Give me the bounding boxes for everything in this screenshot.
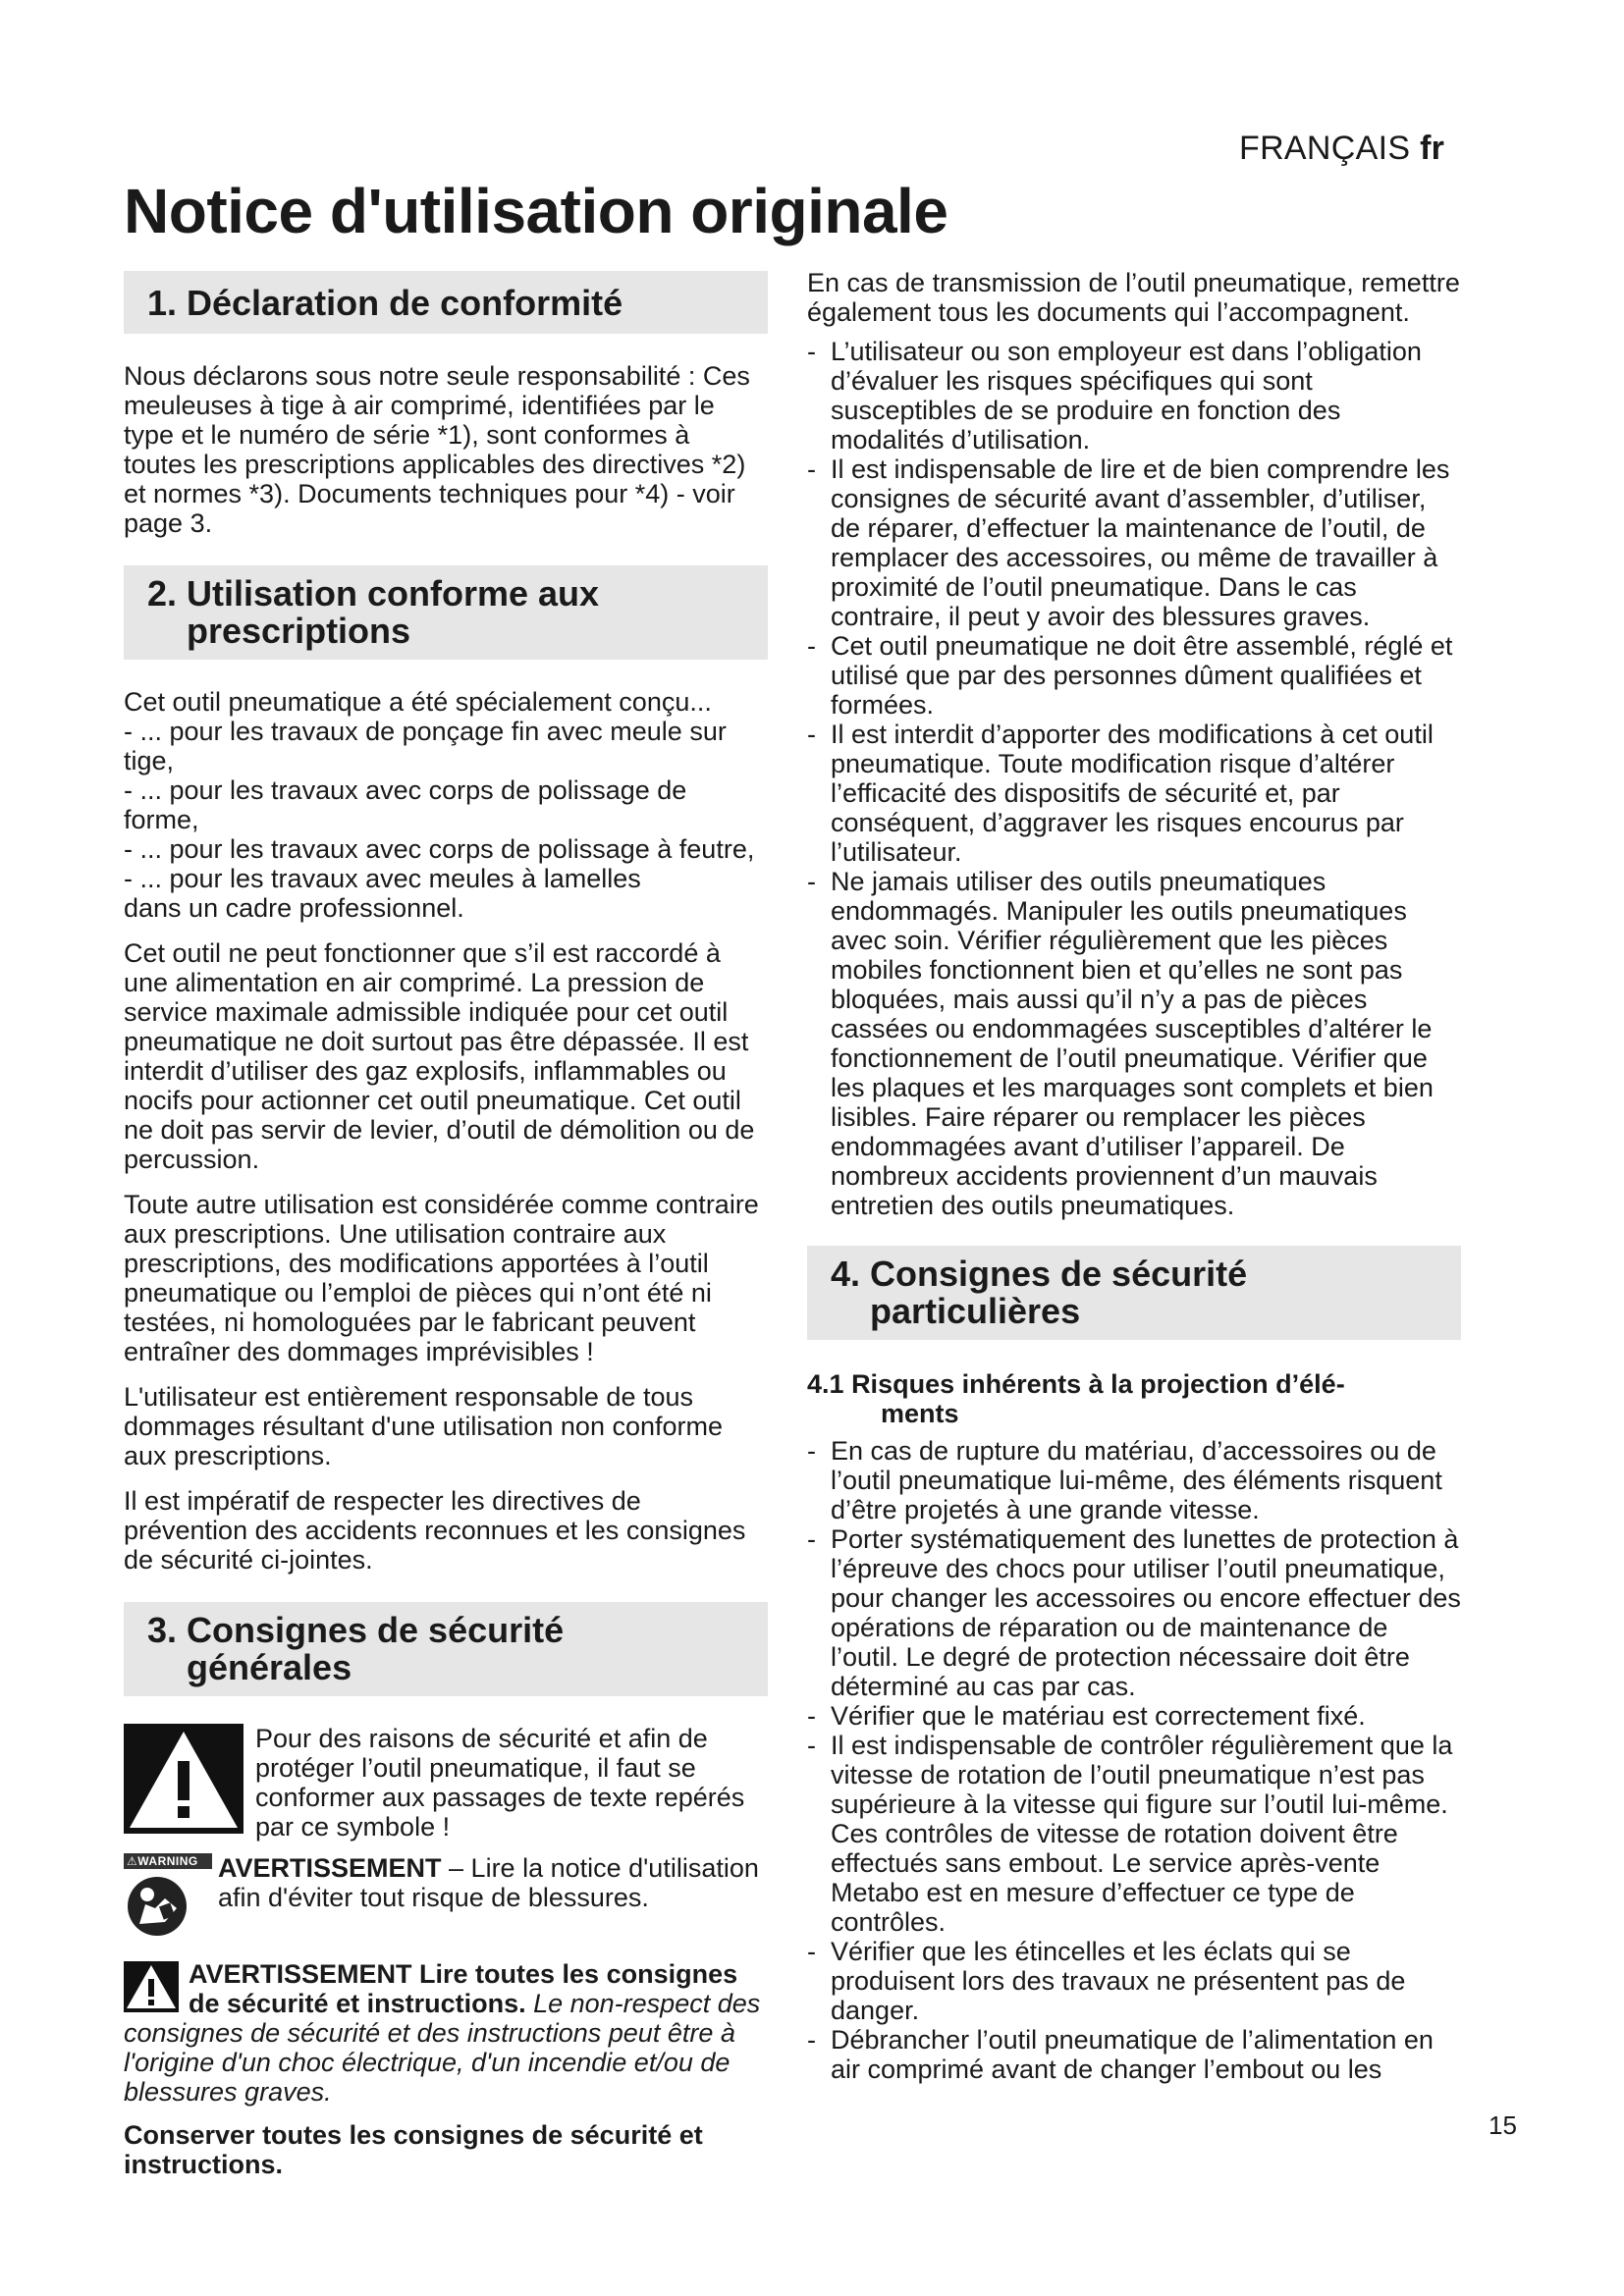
subsection-4-1-title-line1: Risques inhérents à la projection d’élé-	[851, 1369, 1345, 1399]
section-2-title-line1: Utilisation conforme aux	[187, 573, 600, 614]
section-3-title-line1: Consignes de sécurité	[187, 1610, 565, 1650]
safety-symbol-note	[124, 1724, 768, 1842]
language-label	[1239, 130, 1444, 168]
language-name: FRANÇAIS	[1239, 130, 1411, 167]
list-item: - Porter systématiquement des lunettes de protection à l’épreuve des chocs pour utiliser l’outil pneumatique, pour changer les accessoires ou encore effectuer des opérations de réparation ou de maintenance de l’outil. Le degré de protection nécessaire doit être déterminé au cas par cas.	[807, 1524, 1461, 1701]
warning-triangle-icon	[124, 1724, 244, 1834]
section-3-heading	[124, 1602, 768, 1696]
warning-label: AVERTISSEMENT	[218, 1853, 442, 1883]
subsection-4-1-heading	[807, 1369, 1461, 1428]
read-manual-warning	[124, 1853, 768, 1944]
section-2-title-line2: prescriptions	[187, 611, 411, 651]
general-safety-list	[807, 337, 1461, 1220]
general-warning	[124, 1959, 768, 2107]
left-column	[124, 271, 768, 2195]
page-title: Notice d'utilisation originale	[124, 176, 948, 246]
right-intro: En cas de transmission de l’outil pneumatique, remettre également tous les documents qui l’accompagnent.	[807, 268, 1460, 327]
warning-badge: ⚠WARNING	[124, 1853, 212, 1869]
section-2-heading	[124, 565, 768, 660]
subsection-4-1-title-line2: ments	[881, 1399, 959, 1428]
section-2-paragraph-5: Il est impératif de respecter les directives de prévention des accidents reconnues et les consignes de sécurité ci-jointes.	[124, 1486, 746, 1575]
section-4-number: 4.	[831, 1254, 861, 1294]
section-2-paragraph-2: Cet outil ne peut fonctionner que s’il est raccordé à une alimentation en air comprimé. La pression de service maximale admissible indiquée pour cet outil pneumatique ne doit surtout pas être dépassée. Il est interdit d’utiliser des gaz explosifs, inflammables ou nocifs pour actionner cet outil pneumatique. Cet outil ne doit pas servir de levier, d’outil de démolition ou de percussion.	[124, 938, 755, 1174]
keep-instructions: Conserver toutes les consignes de sécurité et instructions.	[124, 2120, 703, 2179]
section-4-title-line1: Consignes de sécurité	[870, 1254, 1248, 1294]
warning-triangle-small-icon	[124, 1961, 179, 2012]
list-item: - Débrancher l’outil pneumatique de l’alimentation en air comprimé avant de changer l’embout ou les	[807, 2025, 1434, 2084]
section-2-intro: Cet outil pneumatique a été spécialement conçu...	[124, 687, 712, 717]
list-item: - Ne jamais utiliser des outils pneumatiques endommagés. Manipuler les outils pneumatiques avec soin. Vérifier régulièrement que les pièces mobiles fonctionnent bien et qu’elles ne sont pas bloquées, mais aussi qu’il n’y a pas de pièces cassées ou endommagées susceptibles d’altérer le fonctionnement de l’outil pneumatique. Vérifier que les plaques et les marquages sont complets et bien lisibles. Faire réparer ou remplacer les pièces endommagées avant d’utiliser l’appareil. De nombreux accidents proviennent d’un mauvais entretien des outils pneumatiques.	[807, 867, 1434, 1220]
list-item: - Vérifier que les étincelles et les éclats qui se produisent lors des travaux ne présentent pas de danger.	[807, 1937, 1406, 2025]
section-2-uses-end: dans un cadre professionnel.	[124, 893, 464, 923]
section-2-uses-list	[124, 717, 768, 893]
use-item: - ... pour les travaux avec meules à lamelles	[124, 864, 641, 893]
section-2-paragraph-4: L'utilisateur est entièrement responsable de tous dommages résultant d'une utilisation non conforme aux prescriptions.	[124, 1382, 724, 1470]
warning-text: – Lire la notice d'utilisation afin d'éviter tout risque de blessures.	[218, 1853, 759, 1912]
right-column	[807, 268, 1461, 2096]
list-item: - Vérifier que le matériau est correctement fixé.	[807, 1701, 1366, 1731]
section-4-title-line2: particulières	[870, 1291, 1081, 1331]
general-warning-italic: Le non-respect des consignes de sécurité et des instructions peut être à l'origine d'un choc électrique, d'un incendie et/ou de blessures graves.	[124, 1989, 761, 2107]
page-number: 15	[1489, 2110, 1517, 2140]
read-manual-icon-group	[124, 1853, 212, 1944]
section-1-number: 1.	[147, 283, 178, 323]
subsection-4-1-number: 4.1	[807, 1369, 844, 1399]
symbol-note-text: Pour des raisons de sécurité et afin de protéger l’outil pneumatique, il faut se conformer aux passages de texte repérés par ce symbole !	[255, 1724, 745, 1842]
read-manual-icon	[126, 1875, 189, 1938]
section-3-title-line2: générales	[187, 1647, 352, 1687]
section-1-heading	[124, 271, 768, 334]
list-item: - Il est interdit d’apporter des modifications à cet outil pneumatique. Toute modification risque d’altérer l’efficacité des dispositifs de sécurité et, par conséquent, d’aggraver les risques encourus par l’utilisateur.	[807, 720, 1434, 867]
list-item: - Il est indispensable de lire et de bien comprendre les consignes de sécurité avant d’assembler, d’utiliser, de réparer, d’effectuer la maintenance de l’outil, de remplacer des accessoires, ou même de travailler à proximité de l’outil pneumatique. Dans le cas contraire, il peut y avoir des blessures graves.	[807, 454, 1450, 631]
general-warning-bold: AVERTISSEMENT Lire toutes les consignes de sécurité et instructions.	[189, 1959, 738, 2018]
list-item: - Cet outil pneumatique ne doit être assemblé, réglé et utilisé que par des personnes dûment qualifiées et formées.	[807, 631, 1453, 720]
section-2-number: 2.	[147, 573, 178, 614]
projection-risks-list	[807, 1436, 1461, 2084]
section-3-number: 3.	[147, 1610, 178, 1650]
list-item: - Il est indispensable de contrôler régulièrement que la vitesse de rotation de l’outil pneumatique n’est pas supérieure à la vitesse qui figure sur l’outil lui-même. Ces contrôles de vitesse de rotation doivent être effectués sans embout. Le service après-vente Metabo est en mesure d’effectuer ce type de contrôles.	[807, 1731, 1453, 1937]
section-2-paragraph-3: Toute autre utilisation est considérée comme contraire aux prescriptions. Une utilisation contraire aux prescriptions, des modifications apportées à l’outil pneumatique ou l’emploi de pièces qui n’ont été ni testées, ni homologuées par le fabricant peuvent entraîner des dommages imprévisibles !	[124, 1190, 759, 1366]
read-manual-text	[218, 1853, 768, 1944]
language-code: fr	[1420, 130, 1445, 167]
warning-badge-text: WARNING	[137, 1854, 198, 1868]
section-4-heading	[807, 1246, 1461, 1340]
use-item: - ... pour les travaux avec corps de polissage de forme,	[124, 775, 687, 834]
section-1-title: Déclaration de conformité	[187, 283, 623, 323]
list-item: - En cas de rupture du matériau, d’accessoires ou de l’outil pneumatique lui-même, des éléments risquent d’être projetés à une grande vitesse.	[807, 1436, 1442, 1524]
list-item: - L’utilisateur ou son employeur est dans l’obligation d’évaluer les risques spécifiques qui sont susceptibles de se produire en fonction des modalités d’utilisation.	[807, 337, 1422, 454]
use-item: - ... pour les travaux avec corps de polissage à feutre,	[124, 834, 755, 864]
section-1-paragraph: Nous déclarons sous notre seule responsabilité : Ces meuleuses à tige à air comprimé, identifiées par le type et le numéro de série *1), sont conformes à toutes les prescriptions applicables des directives *2) et normes *3). Documents techniques pour *4) - voir page 3.	[124, 361, 750, 538]
use-item: - ... pour les travaux de ponçage fin avec meule sur tige,	[124, 717, 727, 775]
